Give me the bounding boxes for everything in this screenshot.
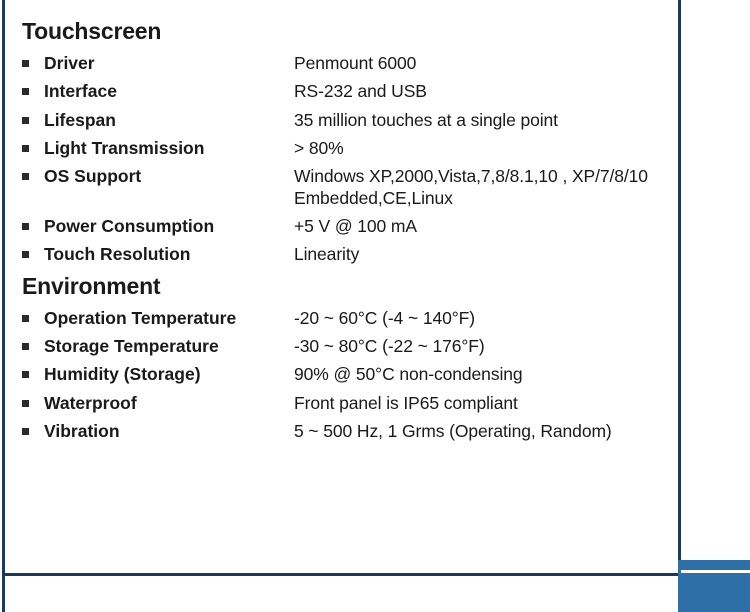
section-title-environment: Environment: [22, 272, 161, 299]
bullet-square-icon: [22, 110, 44, 138]
table-row: [22, 138, 672, 166]
bullet-square-icon: [22, 421, 44, 449]
bottom-rule: [2, 573, 682, 576]
spec-label: Vibration: [44, 421, 120, 442]
bullet-square-icon: [22, 364, 44, 392]
bullet-square-icon: [22, 138, 44, 166]
table-row: [22, 336, 672, 364]
table-row: [22, 364, 672, 392]
spec-label: Humidity (Storage): [44, 364, 201, 385]
spec-value: > 80%: [294, 138, 344, 159]
bullet-square-icon: [22, 393, 44, 421]
table-row: [22, 421, 672, 449]
table-row: [22, 308, 672, 336]
spec-label: Touch Resolution: [44, 244, 191, 265]
table-row: [22, 216, 672, 244]
spec-value: Penmount 6000: [294, 53, 417, 73]
spec-content: [22, 18, 672, 449]
table-row: [22, 53, 672, 81]
table-row: [22, 244, 672, 272]
spec-label: Lifespan: [44, 109, 116, 130]
table-row: [22, 110, 672, 138]
spec-label: OS Support: [44, 166, 142, 187]
spec-value: -20 ~ 60°C (-4 ~ 140°F): [294, 307, 475, 328]
spec-table-touchscreen: [22, 53, 672, 273]
spec-value: +5 V @ 100 mA: [294, 216, 417, 237]
spec-label: Storage Temperature: [44, 336, 219, 357]
section-title-touchscreen: Touchscreen: [22, 18, 162, 44]
corner-accent-block: [678, 560, 750, 612]
bullet-square-icon: [22, 166, 44, 216]
bullet-square-icon: [22, 336, 44, 364]
table-row: [22, 393, 672, 421]
bullet-square-icon: [22, 53, 44, 81]
spec-label: Waterproof: [44, 392, 137, 413]
table-row: [22, 81, 672, 109]
bullet-square-icon: [22, 216, 44, 244]
spec-label: Power Consumption: [44, 216, 215, 237]
spec-value: 35 million touches at a single point: [294, 109, 558, 130]
spec-table-environment: [22, 308, 672, 450]
table-row: [22, 166, 672, 216]
spec-value: RS-232 and USB: [294, 81, 427, 102]
spec-value: Front panel is IP65 compliant: [294, 392, 518, 413]
left-rule: [2, 0, 5, 612]
spec-value: -30 ~ 80°C (-22 ~ 176°F): [294, 336, 485, 357]
corner-accent-gap: [681, 570, 750, 573]
spec-label: Interface: [44, 81, 117, 102]
spec-value: Windows XP,2000,Vista,7,8/8.1,10 , XP/7/8/10 Embedded,CE,Linux: [294, 166, 648, 208]
spec-label: Light Transmission: [44, 138, 205, 159]
spec-value: Linearity: [294, 244, 360, 265]
bullet-square-icon: [22, 308, 44, 336]
right-rule: [678, 0, 681, 575]
spec-label: Driver: [44, 53, 95, 73]
spec-value: 90% @ 50°C non-condensing: [294, 364, 523, 385]
spec-label: Operation Temperature: [44, 307, 237, 328]
spec-value: 5 ~ 500 Hz, 1 Grms (Operating, Random): [294, 421, 612, 442]
bullet-square-icon: [22, 81, 44, 109]
bullet-square-icon: [22, 244, 44, 272]
